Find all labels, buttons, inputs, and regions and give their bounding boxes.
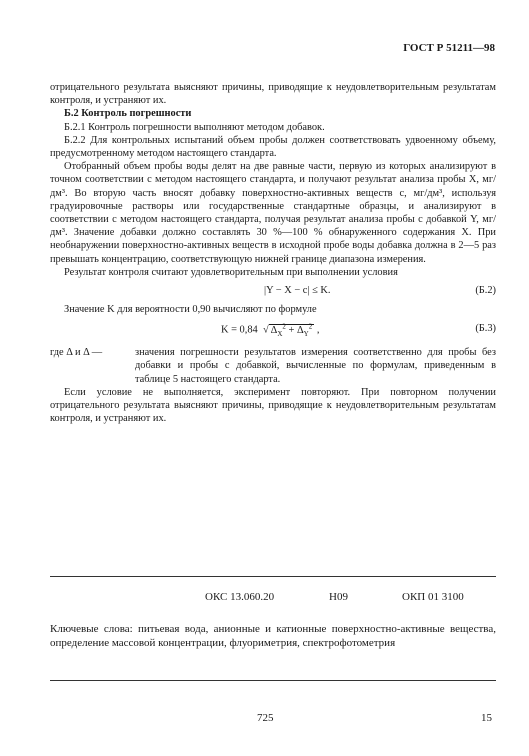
formula-b2-expression: |Y − X − c| ≤ K.	[264, 285, 331, 297]
intro-paragraph: отрицательного результата выясняют причины, приводящие к неудовлетворительным результатам контроля, и устраняют их.	[50, 82, 496, 107]
paragraph-k-value: Значение K для вероятности 0,90 вычисляют по формуле	[64, 304, 317, 316]
paragraph-b21: Б.2.1 Контроль погрешности выполняют методом добавок.	[64, 121, 325, 133]
main-text	[50, 81, 496, 425]
paragraph-sample: Отобранный объем пробы воды делят на две равные части, первую из которых анализируют в точном соответствии с методом настоящего стандарта, и получают результат анализа пробы X, мг/дм³. Во вторую часть вносят добавку поверхностно-активных веществ c, мг/дм³, используя градуировочные растворы или государственные стандартные образцы, и анализируют в соответствии с методом настоящего стандарта, получая результат анализа пробы с добавкой Y, мг/дм³. Значение добавки должно составлять 30 %—100 % обнаруженного содержания X. При необнаружении поверхностно-активных веществ в исходной пробе воды добавка должна в 2—5 раз превышать концентрацию, соответствующую нижней границе диапазона измерения.	[50, 161, 496, 265]
keywords: Ключевые слова: питьевая вода, анионные и катионные поверхностно-активные вещества, определение массовой концентрации, флуориметрия, спектрофотометрия	[50, 623, 496, 650]
where-label: где Δ и Δ —	[50, 347, 103, 359]
formula-b3-number: (Б.3)	[475, 323, 496, 335]
formula-b2	[50, 279, 496, 303]
formula-b3-lhs: K = 0,84	[221, 324, 258, 336]
formula-b3-delta-y: Δ	[296, 324, 304, 336]
oks-code: ОКС 13.060.20	[205, 591, 275, 603]
where-block	[50, 346, 496, 386]
paragraph-failure: Если условие не выполняется, эксперимент повторяют. При повторном получении отрицательного результата выясняют причины, приводящие к неудовлетворительным результатам контроля, и устраняют их.	[50, 386, 496, 425]
okp-code: ОКП 01 3100	[402, 591, 464, 603]
page-number: 15	[481, 712, 492, 724]
where-description: значения погрешности результатов измерения соответственно для пробы без добавки и пробы с добавкой, вычисленные по формулам, приведенным в таблице 5 настоящего стандарта.	[135, 347, 496, 385]
formula-b2-number: (Б.2)	[475, 285, 496, 297]
paragraph-condition: Результат контроля считают удовлетворительным при выполнении условия	[64, 266, 398, 278]
formula-b3-delta-x: Δ	[270, 324, 278, 336]
footer-center-number: 725	[257, 712, 274, 724]
h-code: Н09	[329, 591, 348, 603]
bottom-divider	[50, 680, 496, 681]
document-id: ГОСТ Р 51211—98	[403, 42, 495, 54]
top-divider	[50, 576, 496, 577]
formula-b3	[50, 316, 496, 342]
paragraph-b22: Б.2.2 Для контрольных испытаний объем пробы должен соответствовать удвоенному объему, предусмотренному методом настоящего стандарта.	[50, 134, 496, 160]
sqrt-sign: √	[260, 324, 269, 336]
section-title: Б.2 Контроль погрешности	[64, 108, 192, 120]
formula-b3-expression: K = 0,84 √ $\Delta_X^2 + \Delta_Y^2$ ,	[221, 322, 320, 338]
